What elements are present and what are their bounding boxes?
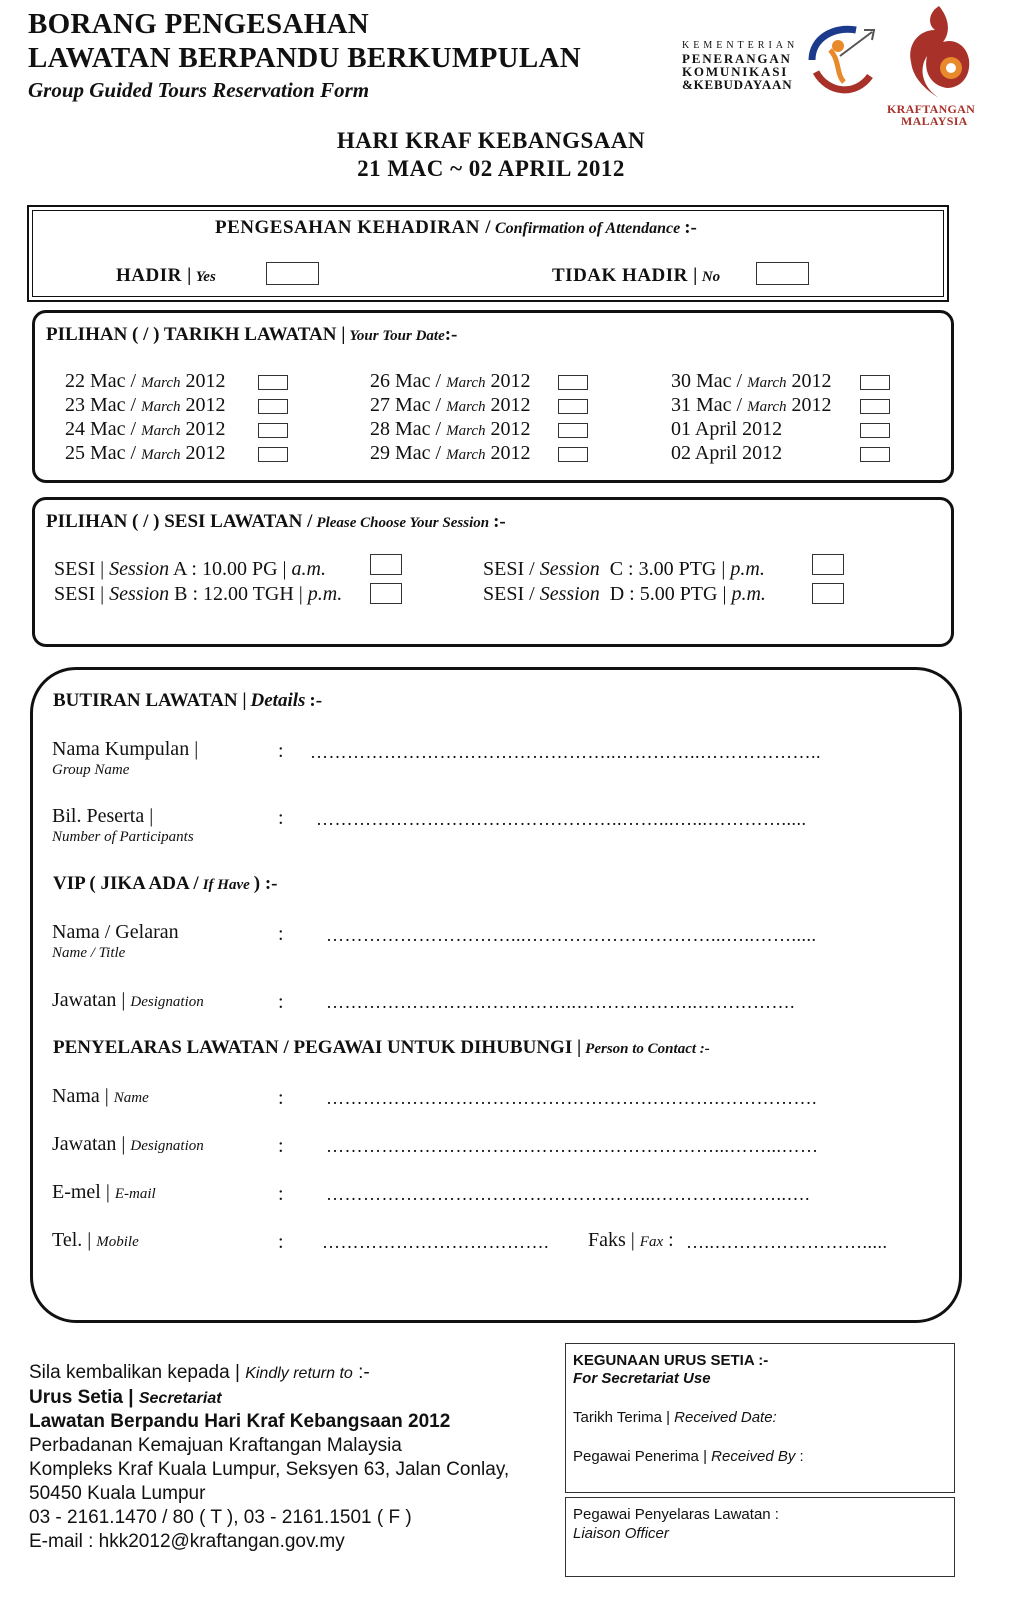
form-title-line1: BORANG PENGESAHAN: [28, 8, 370, 40]
return-to-email[interactable]: E-mail : hkk2012@kraftangan.gov.my: [29, 1531, 345, 1552]
contact-designation-colon: :: [278, 1135, 284, 1157]
tour-date-year: 2012: [791, 370, 832, 392]
tour-date-month-en: March: [141, 399, 181, 415]
session-a-label: [54, 558, 326, 581]
ministry-logo-text-3: KOMUNIKASI: [682, 64, 789, 79]
tour-date-year: 2012: [185, 442, 226, 464]
return-to-text: Sila kembalikan kepada |: [29, 1362, 240, 1383]
return-to-line3: Lawatan Berpandu Hari Kraf Kebangsaan 2012: [29, 1411, 451, 1432]
attendance-heading-en: Confirmation of Attendance: [494, 220, 681, 237]
liaison-officer-en: Liaison Officer: [573, 1525, 669, 1542]
vip-heading: [53, 873, 278, 895]
tour-date-day: 28 Mac /: [370, 418, 442, 440]
attendance-no-label: [552, 265, 720, 287]
tour-date-checkbox[interactable]: [860, 447, 890, 462]
tour-date-year: 2012: [490, 370, 531, 392]
form-title-line2: LAWATAN BERPANDU BERKUMPULAN: [28, 42, 581, 74]
attendance-heading-suffix: :-: [684, 217, 697, 238]
tour-date-year: 2012: [185, 394, 226, 416]
session-b-unit: p.m.: [307, 583, 343, 605]
session-b-checkbox[interactable]: [370, 583, 402, 604]
session-c-label: [483, 558, 765, 581]
vip-heading-suffix: ) :-: [253, 873, 278, 894]
tour-date-year: 2012: [791, 394, 832, 416]
vip-name-colon: :: [278, 923, 284, 945]
secretariat-use-box: [565, 1343, 955, 1493]
contact-name-colon: :: [278, 1087, 284, 1109]
kraftangan-logo-text-1: KRAFTANGAN: [887, 102, 976, 116]
contact-heading: [53, 1037, 710, 1059]
contact-fax-field[interactable]: …..…………………….....: [686, 1232, 888, 1252]
contact-designation-text: Jawatan |: [52, 1133, 126, 1155]
details-heading: [53, 690, 322, 712]
tour-date-day: 02 April 2012: [671, 442, 783, 464]
session-heading-suffix: :-: [493, 511, 506, 532]
contact-designation-label: [52, 1133, 204, 1156]
contact-name-label: [52, 1085, 149, 1108]
attendance-no-text: TIDAK HADIR |: [552, 265, 698, 286]
vip-name-field[interactable]: …………………………...…………………………...…..…….....: [326, 925, 817, 945]
tour-date-year: 2012: [185, 418, 226, 440]
tour-date-year: 2012: [185, 370, 226, 392]
session-a-checkbox[interactable]: [370, 554, 402, 575]
tour-date-day: 27 Mac /: [370, 394, 442, 416]
tour-date-month-en: March: [141, 423, 181, 439]
session-heading-text: PILIHAN ( / ) SESI LAWATAN /: [46, 511, 313, 532]
group-name-en: Group Name: [52, 762, 130, 778]
session-d-label: [483, 583, 766, 606]
attendance-yes-en: Yes: [195, 269, 216, 285]
group-name-field[interactable]: …………………………………………..…………..………………..: [310, 742, 821, 762]
contact-tel-label: [52, 1229, 139, 1252]
contact-tel-field[interactable]: ……………………………….: [322, 1232, 549, 1252]
contact-email-colon: :: [278, 1183, 284, 1205]
attendance-section: [27, 205, 949, 302]
session-d-checkbox[interactable]: [812, 583, 844, 604]
attendance-heading: [215, 217, 697, 239]
attendance-yes-checkbox[interactable]: [266, 262, 319, 285]
kraftangan-logo-text-2: MALAYSIA: [901, 114, 968, 128]
contact-email-en: E-mail: [114, 1186, 156, 1202]
tour-date-month-en: March: [446, 399, 486, 415]
liaison-officer-box: [565, 1497, 955, 1577]
tour-date-day: 29 Mac /: [370, 442, 442, 464]
contact-fax-text: Faks |: [588, 1229, 635, 1251]
tour-date-label: [370, 394, 531, 417]
vip-heading-text: VIP ( JIKA ADA /: [53, 873, 199, 894]
tour-date-month-en: March: [747, 399, 787, 415]
tour-date-heading-text: PILIHAN ( / ) TARIKH LAWATAN |: [46, 324, 346, 345]
vip-designation-en: Designation: [130, 994, 204, 1010]
received-by-label: [573, 1448, 804, 1465]
tour-date-checkbox[interactable]: [558, 399, 588, 414]
return-to-line4: Perbadanan Kemajuan Kraftangan Malaysia: [29, 1435, 402, 1456]
ministry-logo-text-2: PENERANGAN: [682, 51, 792, 66]
liaison-officer-label: Pegawai Penyelaras Lawatan :: [573, 1506, 779, 1523]
vip-designation-field[interactable]: …………………………………..………………..…………….: [326, 992, 795, 1012]
vip-name-en: Name / Title: [52, 945, 126, 961]
session-d-unit: p.m.: [731, 583, 766, 605]
received-date-label: [573, 1409, 777, 1426]
event-name: HARI KRAF KEBANGSAAN: [336, 128, 646, 153]
tour-date-label: [671, 442, 782, 465]
secretariat-use-heading-en: For Secretariat Use: [573, 1370, 711, 1387]
details-heading-en: Details: [250, 690, 306, 711]
tour-date-day: 22 Mac /: [65, 370, 137, 392]
tour-date-month-en: March: [446, 423, 486, 439]
return-to-line2: [29, 1387, 222, 1409]
session-heading: [46, 511, 506, 533]
contact-name-en: Name: [113, 1090, 149, 1106]
session-b-pre: SESI |: [54, 583, 105, 605]
return-to-line5: Kompleks Kraf Kuala Lumpur, Seksyen 63, Jalan Conlay,: [29, 1459, 510, 1480]
session-c-en: Session: [539, 558, 600, 580]
tour-date-year: 2012: [490, 394, 531, 416]
tour-date-label: [671, 370, 832, 393]
details-heading-text: BUTIRAN LAWATAN |: [53, 690, 247, 711]
tour-date-checkbox[interactable]: [860, 399, 890, 414]
return-to-phone: 03 - 2161.1470 / 80 ( T ), 03 - 2161.1501 ( F ): [29, 1507, 412, 1528]
session-d-text: D : 5.00 PTG |: [609, 583, 727, 605]
session-c-pre: SESI /: [483, 558, 535, 580]
participants-en: Number of Participants: [52, 829, 194, 845]
tour-date-label: [65, 442, 226, 465]
tour-date-checkbox[interactable]: [558, 375, 588, 390]
tour-date-label: [671, 418, 782, 441]
tour-date-label: [370, 418, 531, 441]
tour-date-checkbox[interactable]: [258, 447, 288, 462]
tour-date-label: [370, 442, 531, 465]
contact-fax-label: [588, 1229, 674, 1252]
contact-email-label: [52, 1181, 156, 1204]
session-c-checkbox[interactable]: [812, 554, 844, 575]
event-dates: 21 MAC ~ 02 APRIL 2012: [357, 156, 625, 181]
tour-date-day: 31 Mac /: [671, 394, 743, 416]
return-to-suffix: :-: [358, 1362, 370, 1383]
vip-designation-label: [52, 989, 204, 1012]
ministry-logo: [680, 20, 880, 100]
received-date-en: Received Date:: [674, 1409, 777, 1426]
participants-field[interactable]: …………………………………………..……...…...………….....: [316, 809, 807, 829]
participants-colon: :: [278, 807, 284, 829]
tour-date-year: 2012: [490, 418, 531, 440]
tour-date-checkbox[interactable]: [258, 375, 288, 390]
secretariat-use-heading: KEGUNAAN URUS SETIA :-: [573, 1352, 769, 1369]
tour-date-day: 25 Mac /: [65, 442, 137, 464]
attendance-heading-text: PENGESAHAN KEHADIRAN /: [215, 217, 491, 238]
contact-heading-text: PENYELARAS LAWATAN / PEGAWAI UNTUK DIHUBUNGI |: [53, 1037, 582, 1058]
tour-date-day: 26 Mac /: [370, 370, 442, 392]
tour-date-checkbox[interactable]: [860, 423, 890, 438]
session-b-label: [54, 583, 342, 606]
participants-label: Bil. Peserta |: [52, 805, 154, 827]
tour-date-month-en: March: [747, 375, 787, 391]
tour-date-day: 30 Mac /: [671, 370, 743, 392]
attendance-no-en: No: [701, 269, 721, 285]
tour-date-checkbox[interactable]: [558, 447, 588, 462]
attendance-yes-text: HADIR |: [116, 265, 192, 286]
contact-tel-text: Tel. |: [52, 1229, 92, 1251]
tour-date-label: [65, 418, 226, 441]
secretariat-en: Secretariat: [138, 1390, 222, 1407]
vip-designation-colon: :: [278, 991, 284, 1013]
group-name-label: Nama Kumpulan |: [52, 738, 199, 760]
return-to-line1: [29, 1362, 370, 1384]
tour-date-checkbox[interactable]: [258, 423, 288, 438]
session-c-unit: p.m.: [730, 558, 765, 580]
tour-date-day: 24 Mac /: [65, 418, 137, 440]
secretariat-text: Urus Setia |: [29, 1387, 134, 1408]
attendance-yes-label: [116, 265, 216, 287]
contact-fax-en: Fax: [639, 1234, 664, 1250]
tour-date-month-en: March: [446, 375, 486, 391]
received-by-en: Received By: [711, 1448, 796, 1465]
contact-heading-en: Person to Contact :-: [585, 1041, 710, 1057]
ministry-logo-text-4: &KEBUDAYAAN: [682, 77, 793, 92]
tour-date-month-en: March: [446, 447, 486, 463]
details-heading-suffix: :-: [309, 690, 323, 711]
contact-name-text: Nama |: [52, 1085, 109, 1107]
tour-date-checkbox[interactable]: [558, 423, 588, 438]
tour-date-month-en: March: [141, 375, 181, 391]
tour-date-day: 23 Mac /: [65, 394, 137, 416]
tour-date-month-en: March: [141, 447, 181, 463]
session-a-pre: SESI |: [54, 558, 105, 580]
tour-date-label: [65, 370, 226, 393]
contact-tel-colon: :: [278, 1231, 284, 1253]
tour-date-heading: [46, 324, 457, 346]
session-b-text: B : 12.00 TGH |: [174, 583, 303, 605]
kraftangan-logo: [885, 2, 993, 130]
contact-designation-en: Designation: [130, 1138, 204, 1154]
session-a-en: Session: [109, 558, 170, 580]
contact-tel-en: Mobile: [96, 1234, 139, 1250]
ministry-logo-text-1: KEMENTERIAN: [682, 40, 799, 51]
session-d-en: Session: [539, 583, 600, 605]
contact-designation-field[interactable]: ………………………………………………………...……...……: [326, 1136, 819, 1156]
session-a-text: A : 10.00 PG |: [173, 558, 287, 580]
session-b-en: Session: [109, 583, 170, 605]
tour-date-heading-en: Your Tour Date: [349, 328, 445, 344]
tour-date-label: [65, 394, 226, 417]
session-a-unit: a.m.: [291, 558, 326, 580]
contact-email-text: E-mel |: [52, 1181, 110, 1203]
session-c-text: C : 3.00 PTG |: [609, 558, 726, 580]
tour-date-year: 2012: [490, 442, 531, 464]
attendance-no-checkbox[interactable]: [756, 262, 809, 285]
tour-date-checkbox[interactable]: [860, 375, 890, 390]
vip-designation-text: Jawatan |: [52, 989, 126, 1011]
tour-date-heading-suffix: :-: [444, 324, 458, 345]
contact-email-field[interactable]: ……………………………………………...…………..……..….: [326, 1184, 810, 1204]
vip-name-label: Nama / Gelaran: [52, 921, 179, 943]
form-subtitle: Group Guided Tours Reservation Form: [28, 78, 370, 102]
tour-date-day: 01 April 2012: [671, 418, 783, 440]
tour-date-label: [370, 370, 531, 393]
kraftangan-emblem-icon: [899, 2, 979, 102]
session-heading-en: Please Choose Your Session: [316, 515, 490, 531]
return-to-line6: 50450 Kuala Lumpur: [29, 1483, 206, 1504]
received-by-suffix: :: [799, 1448, 804, 1465]
received-date-text: Tarikh Terima |: [573, 1409, 670, 1426]
ministry-emblem-icon: [800, 20, 880, 100]
return-to-en: Kindly return to: [245, 1365, 353, 1382]
tour-date-label: [671, 394, 832, 417]
group-name-colon: :: [278, 740, 284, 762]
received-by-text: Pegawai Penerima |: [573, 1448, 707, 1465]
vip-heading-en: If Have: [202, 877, 250, 893]
contact-name-field[interactable]: ……………………………………………………….…………….: [326, 1088, 817, 1108]
contact-fax-colon: :: [668, 1229, 674, 1251]
session-d-pre: SESI /: [483, 583, 535, 605]
tour-date-checkbox[interactable]: [258, 399, 288, 414]
